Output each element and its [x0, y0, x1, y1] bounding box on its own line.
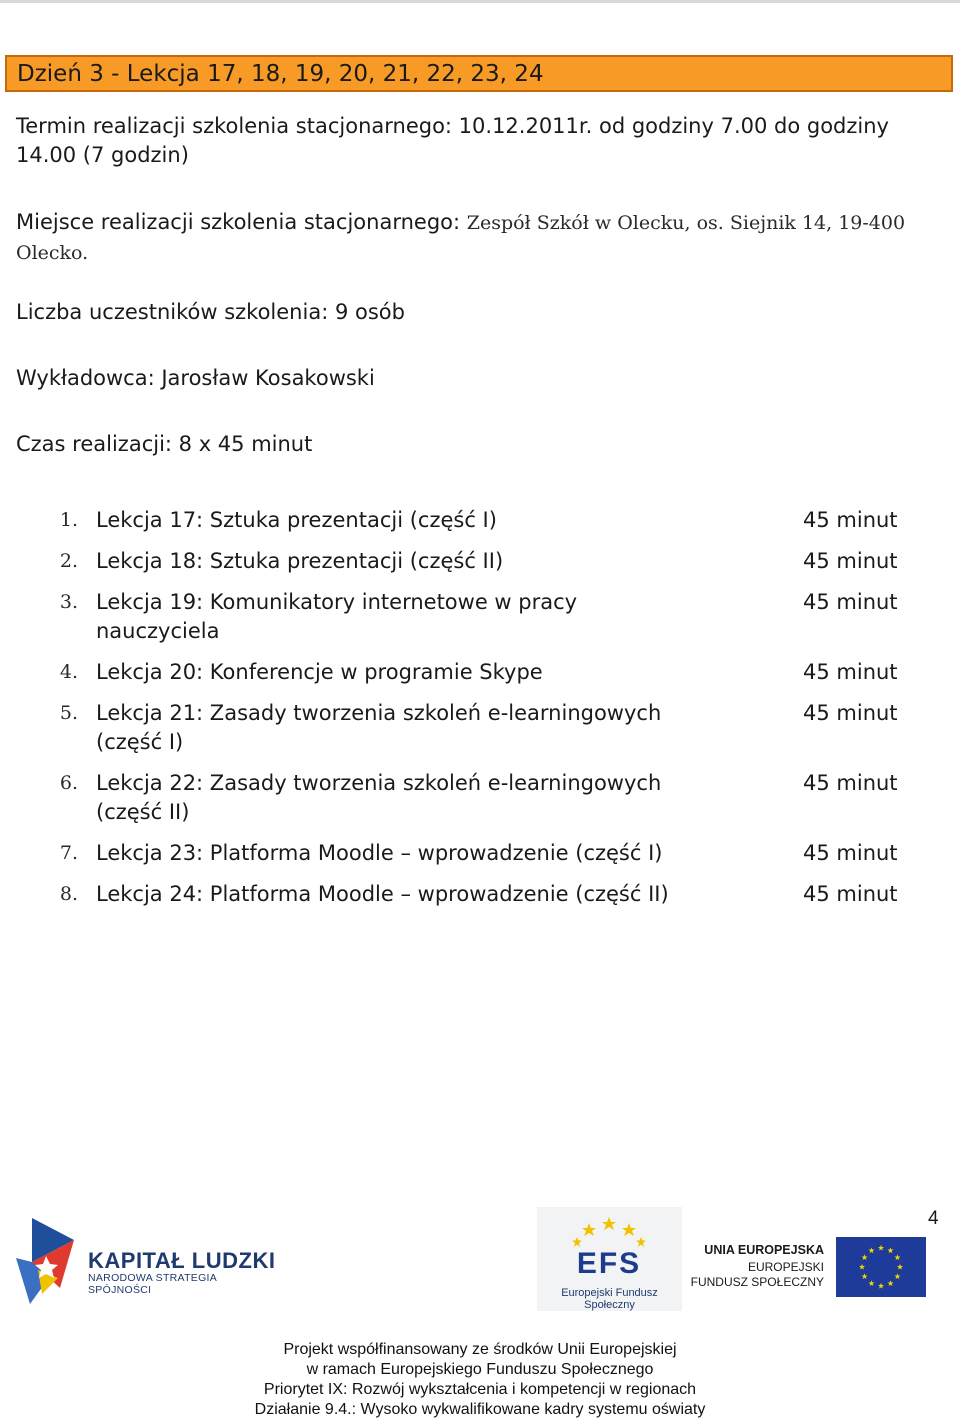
footer-line4: Działanie 9.4.: Wysoko wykwalifikowane kadry systemu oświaty — [254, 1401, 706, 1418]
lesson-title: Lekcja 20: Konferencje w programie Skype — [96, 660, 543, 684]
list-item — [0, 547, 960, 576]
lesson-number: 1. — [59, 509, 78, 531]
page-number: 4 — [928, 1208, 939, 1229]
day-header: Dzień 3 - Lekcja 17, 18, 19, 20, 21, 22, 23, 24 — [5, 55, 953, 92]
efs-mark-icon — [537, 1207, 682, 1287]
lesson-duration: 45 minut — [803, 882, 898, 906]
miejsce-value: Zespół Szkół w Olecku, os. Siejnik 14, 19-400 Olecko. — [16, 212, 906, 264]
lesson-duration: 45 minut — [803, 771, 898, 795]
ue-line3: FUNDUSZ SPOŁECZNY — [690, 1275, 824, 1289]
lesson-title: Lekcja 19: Komunikatory internetowe w pracy nauczyciela — [96, 590, 578, 643]
lesson-duration: 45 minut — [803, 841, 898, 865]
efs-logo — [537, 1207, 682, 1311]
list-item — [0, 769, 960, 827]
lesson-title: Lekcja 21: Zasady tworzenia szkoleń e-learningowych (część I) — [96, 701, 662, 754]
lesson-title: Lekcja 23: Platforma Moodle – wprowadzenie (część I) — [96, 841, 663, 865]
lesson-title: Lekcja 24: Platforma Moodle – wprowadzenie (część II) — [96, 882, 669, 906]
kapital-ludzki-subtitle: NARODOWA STRATEGIA SPÓJNOŚCI — [88, 1272, 217, 1296]
list-item — [0, 658, 960, 687]
lesson-title: Lekcja 18: Sztuka prezentacji (część II) — [96, 549, 504, 573]
wykladowca-text: Wykładowca: Jarosław Kosakowski — [16, 366, 375, 390]
lesson-number: 8. — [59, 883, 78, 905]
liczba-text: Liczba uczestników szkolenia: 9 osób — [16, 300, 405, 324]
top-rule — [0, 0, 960, 3]
efs-mark-text: EFS — [576, 1247, 642, 1280]
lesson-list — [0, 506, 960, 921]
ue-line1: UNIA EUROPEJSKA — [704, 1243, 824, 1257]
lesson-duration: 45 minut — [803, 508, 898, 532]
kapital-ludzki-emblem-icon — [12, 1218, 82, 1308]
lesson-number: 5. — [59, 702, 78, 724]
footer-line2: w ramach Europejskiego Funduszu Społecznego — [306, 1361, 654, 1378]
footer-line1: Projekt współfinansowany ze środków Unii Europejskiej — [283, 1341, 677, 1358]
list-item — [0, 699, 960, 757]
lesson-title: Lekcja 22: Zasady tworzenia szkoleń e-learningowych (część II) — [96, 771, 662, 824]
miejsce-label: Miejsce realizacji szkolenia stacjonarnego: — [16, 210, 467, 234]
eu-flag-icon — [836, 1237, 926, 1297]
miejsce-text — [16, 208, 916, 268]
lesson-number: 4. — [59, 661, 78, 683]
list-item — [0, 506, 960, 535]
lesson-duration: 45 minut — [803, 549, 898, 573]
list-item — [0, 588, 960, 646]
lesson-duration: 45 minut — [803, 590, 898, 614]
lesson-number: 7. — [59, 842, 78, 864]
lesson-title: Lekcja 17: Sztuka prezentacji (część I) — [96, 508, 497, 532]
footer-line3: Priorytet IX: Rozwój wykształcenia i kompetencji w regionach — [263, 1381, 697, 1398]
kapital-ludzki-title: KAPITAŁ LUDZKI — [88, 1248, 276, 1273]
efs-caption: Europejski Fundusz Społeczny — [561, 1287, 658, 1311]
kapital-ludzki-logo — [12, 1218, 282, 1308]
list-item — [0, 839, 960, 868]
termin-text: Termin realizacji szkolenia stacjonarnego: 10.12.2011r. od godziny 7.00 do godziny 14.00 (7 godzin) — [16, 114, 889, 167]
lesson-duration: 45 minut — [803, 701, 898, 725]
lesson-duration: 45 minut — [803, 660, 898, 684]
ue-line2: EUROPEJSKI — [747, 1260, 824, 1274]
lesson-number: 3. — [59, 591, 78, 613]
list-item — [0, 880, 960, 909]
lesson-number: 2. — [59, 550, 78, 572]
lesson-number: 6. — [59, 772, 78, 794]
footer — [0, 1340, 960, 1420]
ue-logo — [690, 1237, 932, 1299]
czas-text: Czas realizacji: 8 x 45 minut — [16, 432, 313, 456]
